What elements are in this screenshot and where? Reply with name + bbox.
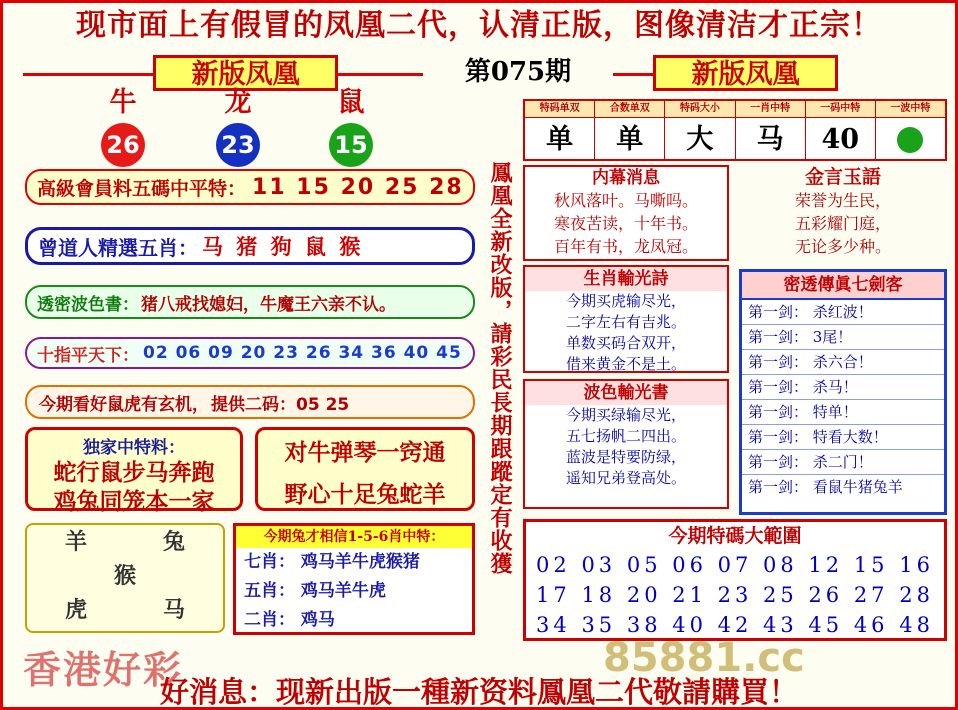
number-range-title: 今期特碼大範圍 [668,525,802,547]
sword-line: 第一剑： 特看大数！ [742,425,944,450]
column-value: 单 [616,124,644,155]
number-range-row: 34 35 38 40 42 43 45 46 48 [536,613,934,637]
footer-banner: 好消息：现新出版一種新资料鳳凰二代敬請購買！ [159,675,798,709]
column-header: 一波中特 [876,101,945,118]
vip-row [25,169,475,205]
zodiac-poem-title: 生肖輸光詩 [525,267,727,291]
watermark-text: 香港好彩 [23,647,184,692]
xuanji-label: 今期看好鼠虎有玄机， [39,394,209,415]
column-value: 大 [686,124,714,155]
zodiac-pick-1 [78,87,168,167]
zodiac-number-ball: 15 [329,123,373,167]
color-poem-title: 波色輸光書 [525,381,727,405]
golden-words-line: 无论多少种。 [794,237,891,256]
sword-line: 第一剑： 3尾！ [742,325,944,350]
golden-words-title: 金言玉語 [804,166,881,188]
xuanji-numbers: 提供二码：05 25 [211,394,350,415]
inside-news-line: 寒夜苦读，十年书。 [553,214,698,233]
number-range-row: 17 18 20 21 23 25 26 27 28 [536,583,934,607]
column-value: 马 [756,124,784,155]
zodiac-name: 龙 [224,87,252,118]
zeng-values: 马 猪 狗 鼠 猴 [202,235,364,259]
column-value: 40 [821,124,860,155]
title-right: 新版凤凰 [653,55,838,91]
color-poem-line: 今期买绿输尽光， [565,406,686,424]
column-header: 一肖中特 [736,101,805,118]
green-wave-dot-icon [897,127,923,153]
zodiac-cell: 猴 [113,563,136,589]
zodiac-name: 鼠 [337,87,365,118]
zodiac-poem-panel [523,265,729,373]
inside-news-title: 内幕消息 [592,168,660,188]
top-banner: 现市面上有假冒的凤凰二代，认清正版，图像清洁才正宗！ [76,8,882,43]
zodiac-number-ball: 23 [216,123,260,167]
zodiac-poem-line: 二字左右有吉兆。 [565,313,686,331]
toumi-row [25,285,475,319]
color-poem-line: 遥知兄弟登高处。 [565,469,686,487]
zodiac-name: 牛 [109,87,137,118]
column-header: 特码单双 [525,101,594,118]
column-header: 特码大小 [665,101,734,118]
zeng-label: 曾道人精選五肖： [38,235,198,260]
inside-news-panel [523,165,729,261]
zodiac-cell: 兔 [162,529,185,555]
toumi-text: 猪八戒找媳妇，牛魔王六亲不认。 [141,294,396,315]
sword-line: 第一剑： 杀二门！ [742,450,944,475]
zodiac-pick-2 [193,87,283,167]
sword-line: 第一剑： 看鼠牛猪兔羊 [748,478,903,496]
sword-line: 第一剑： 特单！ [742,400,944,425]
prediction-col-6 [876,101,945,159]
inside-news-line: 秋风落叶。马嘶吗。 [553,191,698,210]
exclusive-line-1: 蛇行鼠步马奔跑 [53,459,215,486]
zodiac-count-row: 五肖： 鸡马羊牛虎 [244,581,386,601]
number-range-row: 02 03 05 06 07 08 12 15 16 [536,553,934,577]
vertical-slogan: 鳳凰全新改版，請彩民長期跟蹤定有收獲 [487,160,513,575]
zeng-row [25,227,475,265]
shizhi-row [25,337,475,369]
prediction-col-4 [736,101,806,159]
zodiac-cell: 羊 [64,529,87,555]
xuanji-row [25,385,475,419]
zodiac-cell: 虎 [64,597,87,623]
zodiac-number-ball: 26 [101,123,145,167]
zodiac-cell: 马 [162,597,185,623]
exclusive-box [25,427,243,515]
prediction-col-2 [595,101,665,159]
zodiac-count-row: 七肖： 鸡马羊牛虎猴猪 [244,552,420,572]
zodiac-count-header-highlight: 1-5-6 [347,529,389,545]
sword-line: 第一剑： 杀马！ [742,375,944,400]
column-header: 一码中特 [806,101,875,118]
zodiac-grid-box [25,523,225,633]
number-range-panel [523,519,947,641]
divider-mid-left [338,73,423,76]
zodiac-count-header-post: 肖中特： [388,529,445,545]
watermark-url: 85881.cc [603,635,805,681]
zodiac-count-header [236,526,472,548]
zodiac-count-row: 二肖： 鸡马 [244,610,335,630]
issue-number: 第075期 [464,57,572,87]
prediction-col-5 [806,101,876,159]
golden-words-line: 五彩耀门庭， [794,214,891,233]
vip-label: 高級會員料五碼中平特： [37,177,247,200]
golden-words-panel [739,165,947,261]
prediction-table [523,99,947,161]
proverb-line-1: 对牛弹琴一窍通 [284,439,446,466]
title-left: 新版凤凰 [153,55,338,91]
color-poem-line: 蓝波是特要防绿， [565,448,686,466]
column-value: 单 [546,124,574,155]
exclusive-line-2: 鸡兔同笼本一家 [53,488,215,515]
zodiac-count-box [233,523,475,635]
zodiac-poem-line: 借来黄金不是土。 [565,355,686,373]
prediction-col-3 [665,101,735,159]
vip-numbers: 11 15 20 25 28 [252,174,464,200]
seven-swords-title: 密透傳眞七劍客 [742,272,944,300]
color-poem-panel [523,379,729,509]
sword-line: 第一剑： 杀六合！ [742,350,944,375]
divider-left [23,73,153,76]
proverb-line-2: 野心十足兔蛇羊 [284,481,446,508]
proverb-box [255,427,475,511]
zodiac-poem-line: 今期买虎输尽光， [565,292,686,310]
prediction-col-1 [525,101,595,159]
column-header: 合数单双 [595,101,664,118]
golden-words-line: 荣誉为生民， [794,191,891,210]
exclusive-title: 独家中特料： [83,438,185,458]
shizhi-numbers: 02 06 09 20 23 26 34 36 40 45 [143,343,462,363]
shizhi-label: 十指平天下： [37,345,139,366]
zodiac-poem-line: 单数买码合双开， [565,334,686,352]
color-poem-line: 五七扬帆二四出。 [565,427,686,445]
toumi-label: 透密波色書： [37,294,139,315]
sword-line: 第一剑： 杀红波！ [742,300,944,325]
zodiac-pick-3 [306,87,396,167]
inside-news-line: 百年有书，龙凤冠。 [553,237,698,256]
zodiac-count-header-pre: 今期兔才相信 [263,529,348,545]
divider-mid-right [613,73,653,76]
seven-swords-panel [739,269,947,515]
